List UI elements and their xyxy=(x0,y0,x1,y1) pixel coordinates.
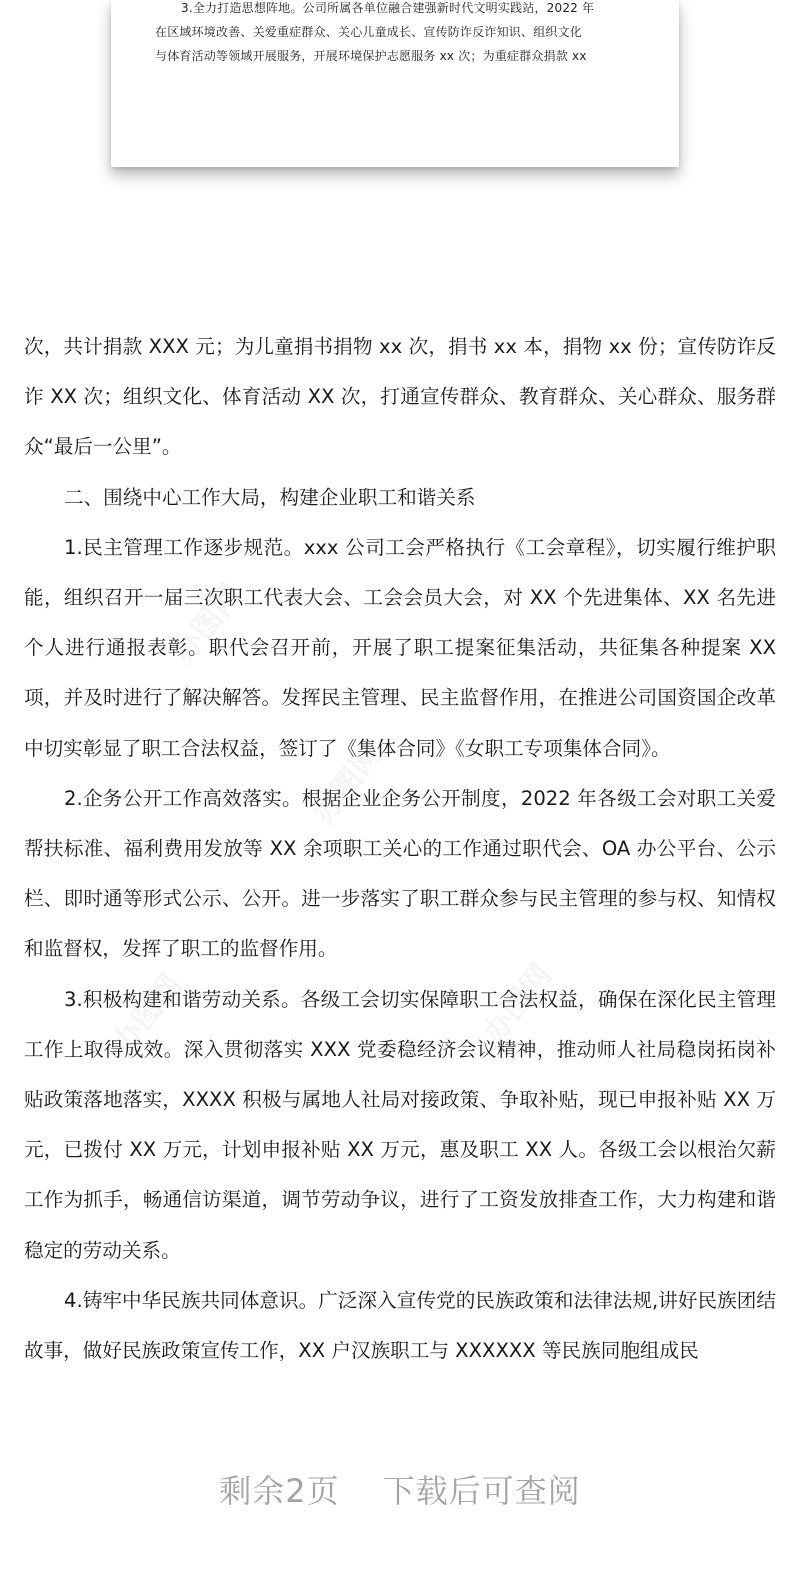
paragraph-labor-relations: 3.积极构建和谐劳动关系。各级工会切实保障职工合法权益，确保在深化民主管理工作上取得成效。深入贯彻落实 XXX 党委稳经济会议精神，推动师人社局稳岗拓岗补贴政策落地落实，XXXX 积极与属地人社局对接政策、争取补贴，现已申报补贴 XX 万元，已拨付 XX 万元，计划申报补贴 XX 万元，惠及职工 XX 人。各级工会以根治欠薪工作为抓手，畅通信访渠道，调节劳动争议，进行了工资发放排查工作，大力构建和谐稳定的劳动关系。 xyxy=(24,987,776,1262)
preview-page-text xyxy=(155,0,641,68)
paragraph-national-unity: 4.铸牢中华民族共同体意识。广泛深入宣传党的民族政策和法律法规,讲好民族团结故事，做好民族政策宣传工作，XX 户汉族职工与 XXXXXX 等民族同胞组成民 xyxy=(24,1288,776,1363)
remaining-pages-text: 剩余2页 xyxy=(219,1472,340,1510)
document-body xyxy=(24,322,776,1376)
card-line: 与体育活动等领域开展服务，开展环境保护志愿服务 xx 次；为重症群众捐款 xx xyxy=(155,49,587,63)
paragraph-affairs-disclosure: 2.企务公开工作高效落实。根据企业企务公开制度，2022 年各级工会对职工关爱帮扶标准、福利费用发放等 XX 余项职工关心的工作通过职代会、OA 办公平台、公示栏、即时通等形式公示、公开。进一步落实了职工群众参与民主管理的参与权、知情权和监督权，发挥了职工的监督作用。 xyxy=(24,786,776,961)
watermark: 办图网 xyxy=(476,957,560,1051)
watermark: 办图网 xyxy=(166,577,250,671)
card-line: 在区域环境改善、关爱重症群众、关心儿童成长、宣传防诈反诈知识、组织文化 xyxy=(155,25,583,39)
section-heading: 二、围绕中心工作大局，构建企业职工和谐关系 xyxy=(64,485,476,509)
paragraph-democratic-management: 1.民主管理工作逐步规范。xxx 公司工会严格执行《工会章程》，切实履行维护职能，组织召开一届三次职工代表大会、工会会员大会，对 XX 个先进集体、XX 名先进个人进行通报表彰。职代会召开前，开展了职工提案征集活动，共征集各种提案 XX 项，并及时进行了解决解答。发挥民主管理、民主监督作用，在推进公司国资国企改革中切实彰显了职工合法权益，签订了《集体合同》《女职工专项集体合同》。 xyxy=(24,535,776,760)
watermark: 办图网 xyxy=(106,967,190,1061)
card-line: 3.全力打造思想阵地。公司所属各单位融合建强新时代文明实践站，2022 年 xyxy=(181,1,595,15)
download-hint-text: 下载后可查阅 xyxy=(382,1472,581,1510)
paragraph-continuation: 次，共计捐款 XXX 元；为儿童捐书捐物 xx 次，捐书 xx 本，捐物 xx 份；宣传防诈反诈 XX 次；组织文化、体育活动 XX 次，打通宣传群众、教育群众、关心群众、服务群众“最后一公里”。 xyxy=(24,335,776,459)
preview-page-card xyxy=(111,0,679,167)
download-prompt xyxy=(0,1466,800,1512)
watermark: 办图网 xyxy=(306,737,390,831)
